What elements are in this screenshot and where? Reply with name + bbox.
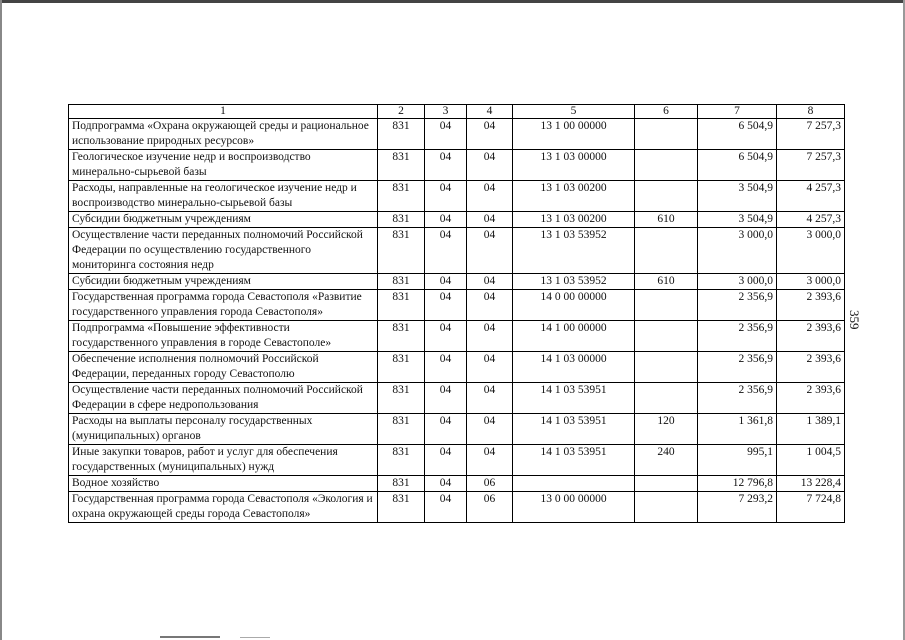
section-cell: 04 xyxy=(425,321,467,352)
target-article-cell: 13 1 03 53952 xyxy=(513,274,635,290)
amount-year2-cell: 2 393,6 xyxy=(777,290,845,321)
column-header: 2 xyxy=(378,105,425,119)
table-row xyxy=(69,228,845,274)
expense-type-cell xyxy=(635,352,698,383)
section-cell: 04 xyxy=(425,290,467,321)
target-article-cell: 14 1 03 53951 xyxy=(513,383,635,414)
amount-year1-cell: 6 504,9 xyxy=(698,119,777,150)
section-cell: 04 xyxy=(425,492,467,523)
target-article-cell: 14 1 00 00000 xyxy=(513,321,635,352)
table-row xyxy=(69,352,845,383)
admin-code-cell: 831 xyxy=(378,321,425,352)
table-body xyxy=(69,119,845,523)
admin-code-cell: 831 xyxy=(378,290,425,321)
amount-year1-cell: 2 356,9 xyxy=(698,321,777,352)
amount-year2-cell: 3 000,0 xyxy=(777,274,845,290)
amount-year1-cell: 1 361,8 xyxy=(698,414,777,445)
section-cell: 04 xyxy=(425,274,467,290)
admin-code-cell: 831 xyxy=(378,414,425,445)
target-article-cell: 13 1 03 00200 xyxy=(513,212,635,228)
column-header: 5 xyxy=(513,105,635,119)
admin-code-cell: 831 xyxy=(378,228,425,274)
section-cell: 04 xyxy=(425,352,467,383)
subsection-cell: 04 xyxy=(467,212,513,228)
subsection-cell: 04 xyxy=(467,321,513,352)
item-name-cell: Геологическое изучение недр и воспроизводство минерально-сырьевой базы xyxy=(69,150,378,181)
expense-type-cell xyxy=(635,228,698,274)
scan-artifact xyxy=(160,636,220,638)
amount-year1-cell: 2 356,9 xyxy=(698,383,777,414)
subsection-cell: 04 xyxy=(467,414,513,445)
amount-year2-cell: 2 393,6 xyxy=(777,383,845,414)
expense-type-cell xyxy=(635,321,698,352)
section-cell: 04 xyxy=(425,414,467,445)
subsection-cell: 04 xyxy=(467,274,513,290)
section-cell: 04 xyxy=(425,228,467,274)
target-article-cell: 14 1 03 53951 xyxy=(513,414,635,445)
amount-year2-cell: 3 000,0 xyxy=(777,228,845,274)
item-name-cell: Осуществление части переданных полномочий Российской Федерации по осуществлению государственного мониторинга состояния недр xyxy=(69,228,378,274)
amount-year2-cell: 7 724,8 xyxy=(777,492,845,523)
amount-year2-cell: 7 257,3 xyxy=(777,150,845,181)
table-row xyxy=(69,492,845,523)
amount-year2-cell: 1 389,1 xyxy=(777,414,845,445)
table-row xyxy=(69,212,845,228)
item-name-cell: Государственная программа города Севастополя «Развитие государственного управления города Севастополя» xyxy=(69,290,378,321)
column-header: 3 xyxy=(425,105,467,119)
amount-year2-cell: 2 393,6 xyxy=(777,321,845,352)
admin-code-cell: 831 xyxy=(378,119,425,150)
amount-year1-cell: 6 504,9 xyxy=(698,150,777,181)
section-cell: 04 xyxy=(425,383,467,414)
amount-year1-cell: 3 504,9 xyxy=(698,181,777,212)
subsection-cell: 04 xyxy=(467,445,513,476)
column-header: 8 xyxy=(777,105,845,119)
admin-code-cell: 831 xyxy=(378,352,425,383)
amount-year1-cell: 995,1 xyxy=(698,445,777,476)
admin-code-cell: 831 xyxy=(378,383,425,414)
column-header: 7 xyxy=(698,105,777,119)
target-article-cell: 14 0 00 00000 xyxy=(513,290,635,321)
table-row xyxy=(69,321,845,352)
item-name-cell: Подпрограмма «Охрана окружающей среды и рациональное использование природных ресурсов» xyxy=(69,119,378,150)
amount-year2-cell: 7 257,3 xyxy=(777,119,845,150)
subsection-cell: 04 xyxy=(467,119,513,150)
amount-year1-cell: 12 796,8 xyxy=(698,476,777,492)
page-number: 359 xyxy=(847,310,862,330)
expense-type-cell xyxy=(635,476,698,492)
amount-year1-cell: 3 000,0 xyxy=(698,228,777,274)
section-cell: 04 xyxy=(425,181,467,212)
subsection-cell: 06 xyxy=(467,492,513,523)
expense-type-cell xyxy=(635,383,698,414)
table-row xyxy=(69,181,845,212)
item-name-cell: Обеспечение исполнения полномочий Российской Федерации, переданных городу Севастополю xyxy=(69,352,378,383)
subsection-cell: 04 xyxy=(467,352,513,383)
amount-year1-cell: 3 000,0 xyxy=(698,274,777,290)
subsection-cell: 04 xyxy=(467,383,513,414)
item-name-cell: Государственная программа города Севастополя «Экология и охрана окружающей среды города Севастополя» xyxy=(69,492,378,523)
table-row xyxy=(69,274,845,290)
section-cell: 04 xyxy=(425,119,467,150)
expense-type-cell: 610 xyxy=(635,274,698,290)
expense-type-cell: 120 xyxy=(635,414,698,445)
expense-type-cell: 240 xyxy=(635,445,698,476)
item-name-cell: Расходы на выплаты персоналу государственных (муниципальных) органов xyxy=(69,414,378,445)
expense-type-cell: 610 xyxy=(635,212,698,228)
table-row xyxy=(69,119,845,150)
amount-year2-cell: 2 393,6 xyxy=(777,352,845,383)
table-row xyxy=(69,383,845,414)
section-cell: 04 xyxy=(425,476,467,492)
table-header-row xyxy=(69,105,845,119)
subsection-cell: 06 xyxy=(467,476,513,492)
subsection-cell: 04 xyxy=(467,181,513,212)
table-row xyxy=(69,445,845,476)
expense-type-cell xyxy=(635,119,698,150)
target-article-cell: 14 1 03 53951 xyxy=(513,445,635,476)
amount-year2-cell: 4 257,3 xyxy=(777,181,845,212)
column-header: 6 xyxy=(635,105,698,119)
expense-type-cell xyxy=(635,492,698,523)
section-cell: 04 xyxy=(425,445,467,476)
admin-code-cell: 831 xyxy=(378,150,425,181)
expense-type-cell xyxy=(635,290,698,321)
amount-year1-cell: 2 356,9 xyxy=(698,290,777,321)
item-name-cell: Подпрограмма «Повышение эффективности государственного управления в городе Севастополе» xyxy=(69,321,378,352)
section-cell: 04 xyxy=(425,150,467,181)
table-row xyxy=(69,290,845,321)
target-article-cell: 14 1 03 00000 xyxy=(513,352,635,383)
amount-year1-cell: 7 293,2 xyxy=(698,492,777,523)
target-article-cell: 13 1 00 00000 xyxy=(513,119,635,150)
amount-year2-cell: 13 228,4 xyxy=(777,476,845,492)
admin-code-cell: 831 xyxy=(378,274,425,290)
budget-table xyxy=(68,104,845,523)
column-header: 4 xyxy=(467,105,513,119)
section-cell: 04 xyxy=(425,212,467,228)
expense-type-cell xyxy=(635,150,698,181)
column-header: 1 xyxy=(69,105,378,119)
admin-code-cell: 831 xyxy=(378,492,425,523)
item-name-cell: Расходы, направленные на геологическое изучение недр и воспроизводство минерально-сырьевой базы xyxy=(69,181,378,212)
target-article-cell: 13 1 03 53952 xyxy=(513,228,635,274)
subsection-cell: 04 xyxy=(467,228,513,274)
target-article-cell: 13 0 00 00000 xyxy=(513,492,635,523)
target-article-cell xyxy=(513,476,635,492)
expense-type-cell xyxy=(635,181,698,212)
item-name-cell: Субсидии бюджетным учреждениям xyxy=(69,274,378,290)
item-name-cell: Осуществление части переданных полномочий Российской Федерации в сфере недропользования xyxy=(69,383,378,414)
amount-year1-cell: 3 504,9 xyxy=(698,212,777,228)
target-article-cell: 13 1 03 00200 xyxy=(513,181,635,212)
scan-top-edge xyxy=(0,0,905,3)
item-name-cell: Иные закупки товаров, работ и услуг для обеспечения государственных (муниципальных) нужд xyxy=(69,445,378,476)
admin-code-cell: 831 xyxy=(378,445,425,476)
amount-year2-cell: 1 004,5 xyxy=(777,445,845,476)
scan-artifact xyxy=(240,637,270,638)
admin-code-cell: 831 xyxy=(378,212,425,228)
amount-year2-cell: 4 257,3 xyxy=(777,212,845,228)
target-article-cell: 13 1 03 00000 xyxy=(513,150,635,181)
table-row xyxy=(69,150,845,181)
table-row xyxy=(69,414,845,445)
subsection-cell: 04 xyxy=(467,290,513,321)
admin-code-cell: 831 xyxy=(378,181,425,212)
item-name-cell: Субсидии бюджетным учреждениям xyxy=(69,212,378,228)
admin-code-cell: 831 xyxy=(378,476,425,492)
table-row xyxy=(69,476,845,492)
amount-year1-cell: 2 356,9 xyxy=(698,352,777,383)
item-name-cell: Водное хозяйство xyxy=(69,476,378,492)
subsection-cell: 04 xyxy=(467,150,513,181)
scan-left-edge xyxy=(0,0,2,640)
